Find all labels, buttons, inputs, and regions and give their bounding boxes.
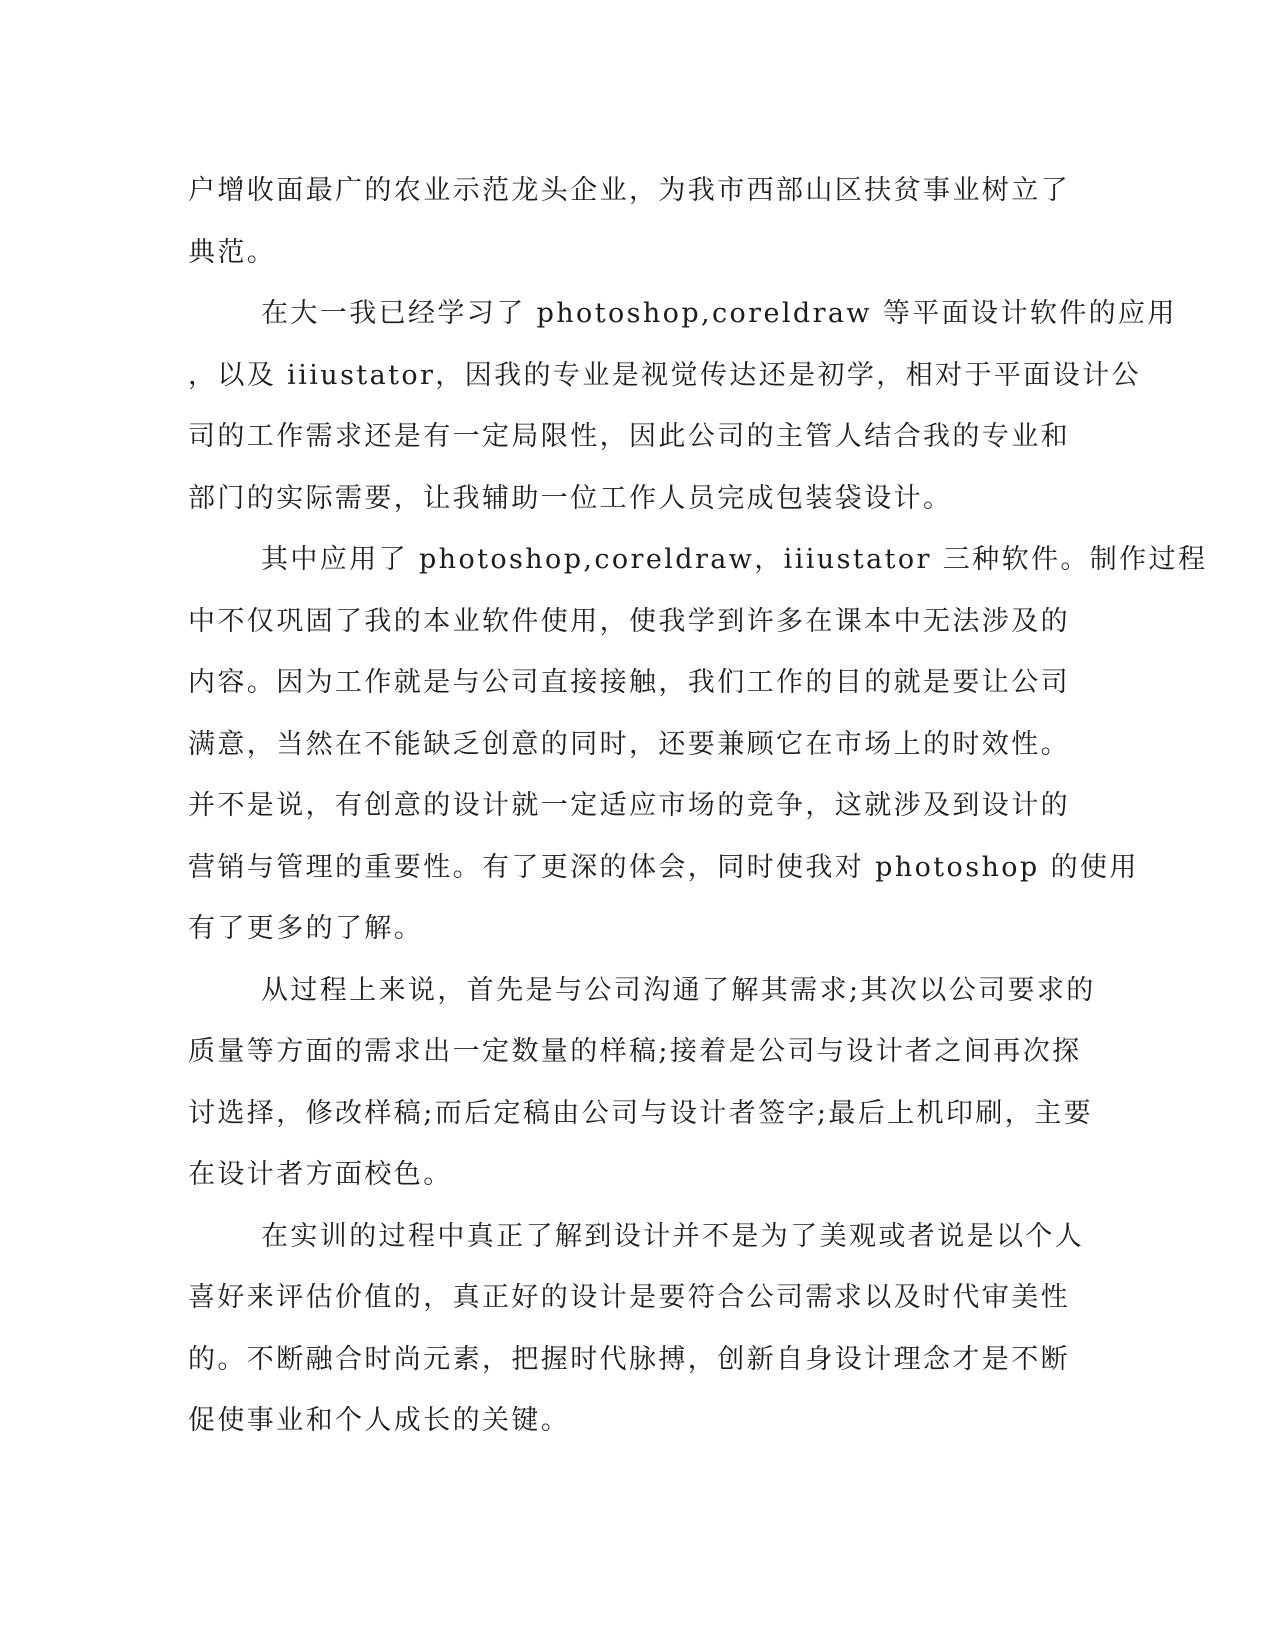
text-line: 满意，当然在不能缺乏创意的同时，还要兼顾它在市场上的时效性。 xyxy=(188,728,1070,760)
text-line: 促使事业和个人成长的关键。 xyxy=(188,1405,571,1436)
body-text xyxy=(188,160,1208,1452)
text-line: 典范。 xyxy=(188,236,277,268)
text-line: 司的工作需求还是有一定局限性，因此公司的主管人结合我的专业和 xyxy=(188,421,1070,452)
text-line: 其中应用了 photoshop,coreldraw，iiiustator 三种软件。制作过程 xyxy=(261,544,1208,575)
paragraph-1 xyxy=(188,160,1078,283)
text-line: 在设计者方面校色。 xyxy=(188,1159,453,1190)
paragraph-3 xyxy=(188,529,1208,960)
text-line: 喜好来评估价值的，真正好的设计是要符合公司需求以及时代审美性 xyxy=(188,1282,1070,1313)
text-line: 营销与管理的重要性。有了更深的体会，同时使我对 photoshop 的使用 xyxy=(188,851,1139,883)
text-line: 内容。因为工作就是与公司直接接触，我们工作的目的就是要让公司 xyxy=(188,667,1070,698)
paragraph-5 xyxy=(188,1206,1085,1452)
paragraph-2 xyxy=(188,283,1177,529)
text-line: 并不是说，有创意的设计就一定适应市场的竞争，这就涉及到设计的 xyxy=(188,790,1070,821)
text-line: 户增收面最广的农业示范龙头企业，为我市西部山区扶贫事业树立了 xyxy=(188,175,1070,206)
text-line: 在实训的过程中真正了解到设计并不是为了美观或者说是以个人 xyxy=(261,1220,1085,1252)
text-line: ，以及 iiiustator，因我的专业是视觉传达还是初学，相对于平面设计公 xyxy=(188,359,1141,391)
text-line: 的。不断融合时尚元素，把握时代脉搏，创新自身设计理念才是不断 xyxy=(188,1343,1070,1375)
text-line: 中不仅巩固了我的本业软件使用，使我学到许多在课本中无法涉及的 xyxy=(188,605,1070,637)
text-line: 从过程上来说，首先是与公司沟通了解其需求;其次以公司要求的 xyxy=(261,974,1096,1006)
paragraph-4 xyxy=(188,960,1096,1206)
text-line: 部门的实际需要，让我辅助一位工作人员完成包装袋设计。 xyxy=(188,482,953,514)
text-line: 有了更多的了解。 xyxy=(188,913,424,944)
text-line: 质量等方面的需求出一定数量的样稿;接着是公司与设计者之间再次探 xyxy=(188,1036,1082,1067)
text-line: 讨选择，修改样稿;而后定稿由公司与设计者签字;最后上机印刷，主要 xyxy=(188,1097,1093,1129)
text-line: 在大一我已经学习了 photoshop,coreldraw 等平面设计软件的应用 xyxy=(261,298,1177,329)
